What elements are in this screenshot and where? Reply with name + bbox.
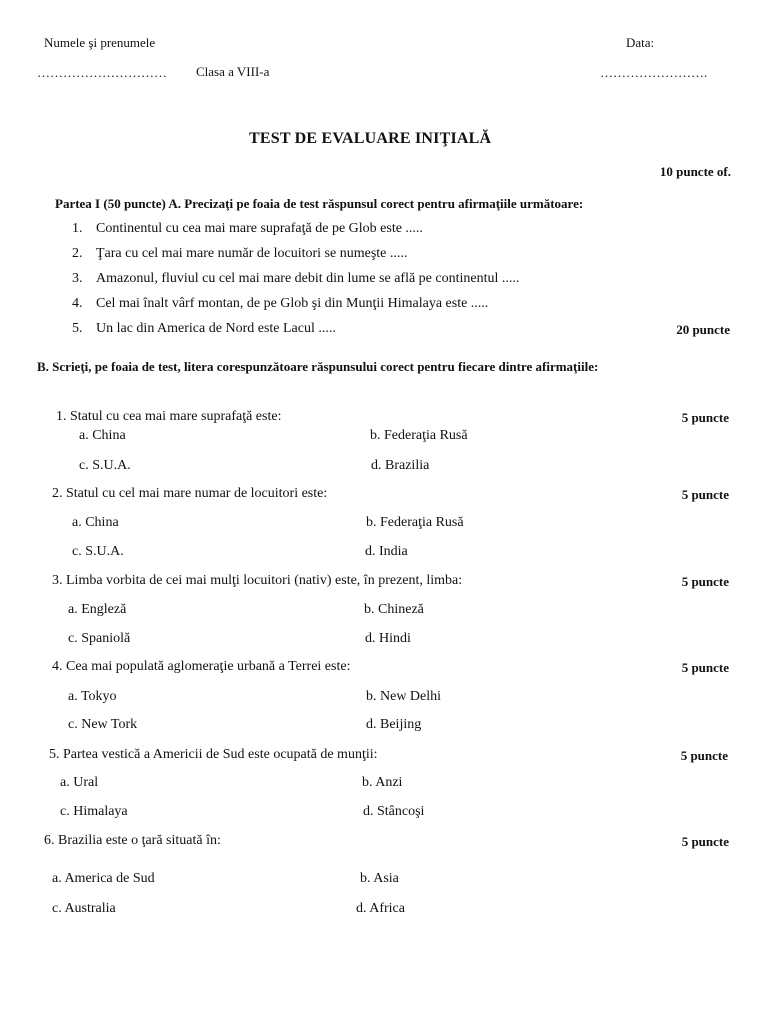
part1-item-number: 4. bbox=[72, 296, 83, 311]
part1-item-text: Ţara cu cel mai mare număr de locuitori se numeşte ..... bbox=[96, 246, 408, 261]
option-b: b. Federaţia Rusă bbox=[370, 428, 468, 443]
part1-item-number: 1. bbox=[72, 221, 83, 236]
question-text: 4. Cea mai populată aglomeraţie urbană a Terrei este: bbox=[52, 659, 351, 674]
option-b: b. Federaţia Rusă bbox=[366, 515, 464, 530]
option-a: a. Tokyo bbox=[68, 689, 117, 704]
part1-item-number: 2. bbox=[72, 246, 83, 261]
option-c: c. Australia bbox=[52, 901, 116, 916]
option-d: d. Hindi bbox=[365, 631, 411, 646]
question-text: 1. Statul cu cea mai mare suprafaţă este: bbox=[56, 409, 282, 424]
option-c: c. Spaniolă bbox=[68, 631, 131, 646]
option-a: a. China bbox=[72, 515, 119, 530]
date-label: Data: bbox=[626, 35, 655, 50]
option-d: d. Africa bbox=[356, 901, 405, 916]
option-d: d. Stâncoşi bbox=[363, 804, 425, 819]
name-dots: ………………………… bbox=[37, 65, 167, 80]
question-text: 3. Limba vorbita de cei mai mulţi locuitori (nativ) este, în prezent, limba: bbox=[52, 573, 463, 588]
option-c: c. S.U.A. bbox=[79, 458, 131, 473]
part1-item-text: Amazonul, fluviul cu cel mai mare debit din lume se află pe continentul ..... bbox=[96, 271, 520, 286]
option-b: b. Asia bbox=[360, 871, 399, 886]
question-points: 5 puncte bbox=[681, 660, 729, 675]
option-b: b. Chineză bbox=[364, 602, 424, 617]
option-b: b. New Delhi bbox=[366, 689, 442, 704]
date-dots: ……………………. bbox=[600, 65, 708, 80]
option-a: a. China bbox=[79, 428, 126, 443]
option-a: a. Ural bbox=[60, 775, 99, 790]
question-points: 5 puncte bbox=[681, 410, 729, 425]
option-c: c. New Tork bbox=[68, 717, 138, 732]
part1-item-number: 3. bbox=[72, 271, 83, 286]
name-label: Numele şi prenumele bbox=[44, 35, 156, 50]
option-a: a. America de Sud bbox=[52, 871, 155, 886]
question-points: 5 puncte bbox=[681, 487, 729, 502]
question-points: 5 puncte bbox=[681, 574, 729, 589]
class-label: Clasa a VIII-a bbox=[196, 64, 270, 79]
question-text: 5. Partea vestică a Americii de Sud este ocupată de munţii: bbox=[49, 747, 378, 762]
option-d: d. Beijing bbox=[366, 717, 422, 732]
part1-points: 20 puncte bbox=[676, 322, 730, 337]
option-b: b. Anzi bbox=[362, 775, 403, 790]
option-c: c. Himalaya bbox=[60, 804, 128, 819]
part1-item-number: 5. bbox=[72, 321, 83, 336]
option-a: a. Engleză bbox=[68, 602, 127, 617]
part1-item-text: Continentul cu cea mai mare suprafaţă de pe Glob este ..... bbox=[96, 221, 423, 236]
question-text: 6. Brazilia este o ţară situată în: bbox=[44, 833, 221, 848]
page-title: TEST DE EVALUARE INIŢIALĂ bbox=[249, 130, 492, 147]
part1-heading: Partea I (50 puncte) A. Precizaţi pe foaia de test răspunsul corect pentru afirmaţiile următoare: bbox=[55, 196, 584, 211]
question-points: 5 puncte bbox=[681, 834, 729, 849]
option-c: c. S.U.A. bbox=[72, 544, 124, 559]
part1-item-text: Un lac din America de Nord este Lacul ..... bbox=[96, 321, 336, 336]
part1-item-text: Cel mai înalt vârf montan, de pe Glob şi din Munţii Himalaya este ..... bbox=[96, 296, 489, 311]
option-d: d. Brazilia bbox=[371, 458, 430, 473]
official-points: 10 puncte of. bbox=[659, 164, 731, 179]
question-text: 2. Statul cu cel mai mare numar de locuitori este: bbox=[52, 486, 328, 501]
option-d: d. India bbox=[365, 544, 408, 559]
partb-heading: B. Scrieţi, pe foaia de test, litera corespunzătoare răspunsului corect pentru fiecare dintre afirmaţiile: bbox=[37, 359, 599, 374]
question-points: 5 puncte bbox=[680, 748, 728, 763]
